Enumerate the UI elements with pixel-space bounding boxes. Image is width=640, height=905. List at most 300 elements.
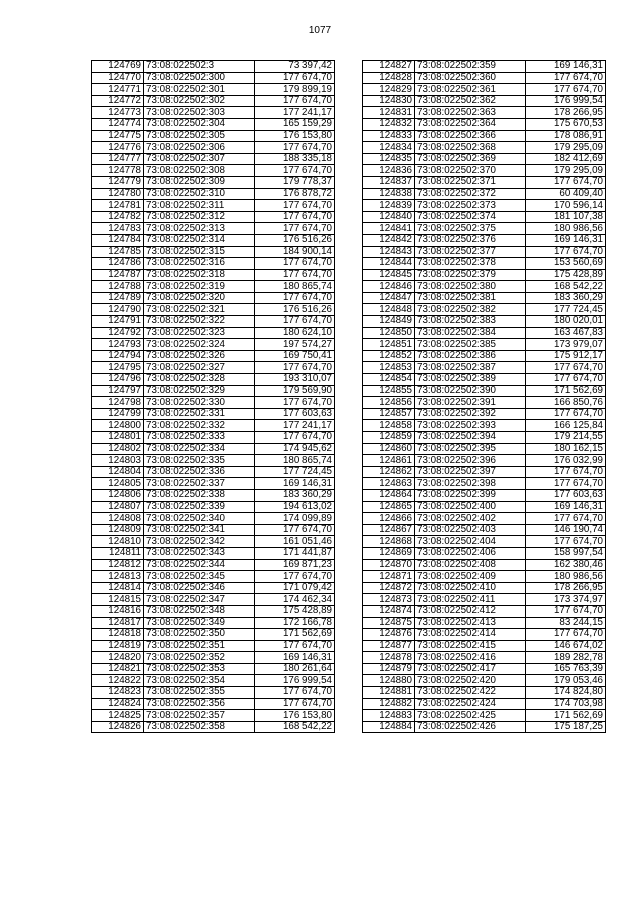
cadastral-number-cell: 73:08:022502:314	[144, 234, 255, 246]
table-row	[363, 281, 606, 293]
value-cell: 177 674,70	[255, 211, 335, 223]
row-id-cell: 124770	[92, 72, 144, 84]
row-id-cell: 124796	[92, 374, 144, 386]
cadastral-number-cell: 73:08:022502:355	[144, 687, 255, 699]
row-id-cell: 124849	[363, 316, 415, 328]
value-cell: 176 516,26	[255, 234, 335, 246]
value-cell: 153 560,69	[526, 258, 606, 270]
value-cell: 175 670,53	[526, 118, 606, 130]
cadastral-number-cell: 73:08:022502:326	[144, 350, 255, 362]
cadastral-number-cell: 73:08:022502:312	[144, 211, 255, 223]
row-id-cell: 124808	[92, 513, 144, 525]
value-cell: 165 159,29	[255, 118, 335, 130]
row-id-cell: 124841	[363, 223, 415, 235]
row-id-cell: 124870	[363, 559, 415, 571]
row-id-cell: 124781	[92, 200, 144, 212]
cadastral-number-cell: 73:08:022502:364	[415, 118, 526, 130]
table-row	[92, 118, 335, 130]
value-cell: 177 674,70	[255, 687, 335, 699]
table-row	[363, 84, 606, 96]
row-id-cell: 124879	[363, 663, 415, 675]
value-cell: 177 674,70	[255, 698, 335, 710]
cadastral-number-cell: 73:08:022502:330	[144, 397, 255, 409]
table-row	[363, 304, 606, 316]
cadastral-number-cell: 73:08:022502:395	[415, 443, 526, 455]
row-id-cell: 124882	[363, 698, 415, 710]
cadastral-number-cell: 73:08:022502:426	[415, 721, 526, 733]
cadastral-number-cell: 73:08:022502:376	[415, 234, 526, 246]
value-cell: 161 051,46	[255, 536, 335, 548]
value-cell: 180 261,64	[255, 663, 335, 675]
row-id-cell: 124805	[92, 478, 144, 490]
row-id-cell: 124794	[92, 350, 144, 362]
value-cell: 173 979,07	[526, 339, 606, 351]
value-cell: 177 674,70	[255, 258, 335, 270]
row-id-cell: 124824	[92, 698, 144, 710]
row-id-cell: 124869	[363, 547, 415, 559]
table-row	[363, 478, 606, 490]
value-cell: 169 146,31	[255, 478, 335, 490]
table-row	[363, 489, 606, 501]
value-cell: 174 703,98	[526, 698, 606, 710]
table-row	[92, 350, 335, 362]
row-id-cell: 124774	[92, 118, 144, 130]
table-row	[363, 571, 606, 583]
table-row	[363, 455, 606, 467]
cadastral-number-cell: 73:08:022502:398	[415, 478, 526, 490]
cadastral-number-cell: 73:08:022502:361	[415, 84, 526, 96]
cadastral-number-cell: 73:08:022502:345	[144, 571, 255, 583]
row-id-cell: 124867	[363, 524, 415, 536]
cadastral-number-cell: 73:08:022502:382	[415, 304, 526, 316]
row-id-cell: 124793	[92, 339, 144, 351]
table-row	[363, 316, 606, 328]
table-row	[363, 246, 606, 258]
table-row	[363, 582, 606, 594]
cadastral-number-cell: 73:08:022502:324	[144, 339, 255, 351]
row-id-cell: 124859	[363, 432, 415, 444]
value-cell: 177 674,70	[526, 466, 606, 478]
cadastral-number-cell: 73:08:022502:424	[415, 698, 526, 710]
value-cell: 166 850,76	[526, 397, 606, 409]
value-cell: 162 380,46	[526, 559, 606, 571]
value-cell: 181 107,38	[526, 211, 606, 223]
cadastral-number-cell: 73:08:022502:377	[415, 246, 526, 258]
row-id-cell: 124844	[363, 258, 415, 270]
row-id-cell: 124872	[363, 582, 415, 594]
row-id-cell: 124884	[363, 721, 415, 733]
value-cell: 180 624,10	[255, 327, 335, 339]
cadastral-number-cell: 73:08:022502:396	[415, 455, 526, 467]
value-cell: 174 462,34	[255, 594, 335, 606]
table-row	[363, 721, 606, 733]
value-cell: 177 674,70	[255, 524, 335, 536]
cadastral-number-cell: 73:08:022502:399	[415, 489, 526, 501]
row-id-cell: 124786	[92, 258, 144, 270]
row-id-cell: 124866	[363, 513, 415, 525]
value-cell: 171 562,69	[526, 385, 606, 397]
row-id-cell: 124812	[92, 559, 144, 571]
value-cell: 177 674,70	[255, 142, 335, 154]
table-row	[92, 710, 335, 722]
cadastral-number-cell: 73:08:022502:425	[415, 710, 526, 722]
row-id-cell: 124835	[363, 153, 415, 165]
value-cell: 177 674,70	[255, 72, 335, 84]
cadastral-number-cell: 73:08:022502:414	[415, 629, 526, 641]
value-cell: 188 335,18	[255, 153, 335, 165]
table-row	[92, 629, 335, 641]
value-cell: 146 674,02	[526, 640, 606, 652]
table-row	[363, 72, 606, 84]
cadastral-number-cell: 73:08:022502:303	[144, 107, 255, 119]
row-id-cell: 124847	[363, 292, 415, 304]
value-cell: 175 428,89	[255, 605, 335, 617]
row-id-cell: 124861	[363, 455, 415, 467]
value-cell: 179 569,90	[255, 385, 335, 397]
table-row	[92, 84, 335, 96]
table-row	[363, 153, 606, 165]
page-number: 1077	[308, 25, 332, 36]
value-cell: 177 674,70	[526, 408, 606, 420]
table-row	[363, 61, 606, 73]
value-cell: 184 900,14	[255, 246, 335, 258]
row-id-cell: 124798	[92, 397, 144, 409]
value-cell: 178 266,95	[526, 107, 606, 119]
cadastral-number-cell: 73:08:022502:342	[144, 536, 255, 548]
cadastral-number-cell: 73:08:022502:335	[144, 455, 255, 467]
value-cell: 175 187,25	[526, 721, 606, 733]
value-cell: 177 674,70	[526, 536, 606, 548]
cadastral-number-cell: 73:08:022502:384	[415, 327, 526, 339]
value-cell: 165 763,39	[526, 663, 606, 675]
row-id-cell: 124843	[363, 246, 415, 258]
table-row	[92, 72, 335, 84]
cadastral-number-cell: 73:08:022502:409	[415, 571, 526, 583]
table-row	[363, 339, 606, 351]
row-id-cell: 124817	[92, 617, 144, 629]
cadastral-number-cell: 73:08:022502:371	[415, 176, 526, 188]
value-cell: 166 125,84	[526, 420, 606, 432]
cadastral-number-cell: 73:08:022502:343	[144, 547, 255, 559]
row-id-cell: 124807	[92, 501, 144, 513]
table-row	[363, 640, 606, 652]
cadastral-number-cell: 73:08:022502:353	[144, 663, 255, 675]
value-cell: 177 674,70	[526, 246, 606, 258]
row-id-cell: 124785	[92, 246, 144, 258]
cadastral-number-cell: 73:08:022502:403	[415, 524, 526, 536]
cadastral-number-cell: 73:08:022502:354	[144, 675, 255, 687]
table-row	[363, 629, 606, 641]
row-id-cell: 124883	[363, 710, 415, 722]
table-row	[363, 501, 606, 513]
row-id-cell: 124848	[363, 304, 415, 316]
value-cell: 176 153,80	[255, 710, 335, 722]
value-cell: 183 360,29	[526, 292, 606, 304]
cadastral-number-cell: 73:08:022502:422	[415, 687, 526, 699]
value-cell: 83 244,15	[526, 617, 606, 629]
value-cell: 176 516,26	[255, 304, 335, 316]
cadastral-number-cell: 73:08:022502:356	[144, 698, 255, 710]
value-cell: 177 674,70	[255, 640, 335, 652]
row-id-cell: 124846	[363, 281, 415, 293]
table-row	[363, 234, 606, 246]
table-row	[92, 188, 335, 200]
row-id-cell: 124831	[363, 107, 415, 119]
table-row	[363, 652, 606, 664]
table-row	[92, 107, 335, 119]
table-row	[92, 408, 335, 420]
table-row	[92, 698, 335, 710]
cadastral-number-cell: 73:08:022502:347	[144, 594, 255, 606]
value-cell: 177 674,70	[255, 269, 335, 281]
row-id-cell: 124802	[92, 443, 144, 455]
value-cell: 177 674,70	[255, 432, 335, 444]
value-cell: 180 986,56	[526, 223, 606, 235]
row-id-cell: 124853	[363, 362, 415, 374]
row-id-cell: 124871	[363, 571, 415, 583]
cadastral-number-cell: 73:08:022502:358	[144, 721, 255, 733]
table-row	[363, 107, 606, 119]
value-cell: 178 266,95	[526, 582, 606, 594]
row-id-cell: 124769	[92, 61, 144, 73]
row-id-cell: 124826	[92, 721, 144, 733]
table-row	[92, 153, 335, 165]
row-id-cell: 124789	[92, 292, 144, 304]
value-cell: 158 997,54	[526, 547, 606, 559]
row-id-cell: 124811	[92, 547, 144, 559]
cadastral-number-cell: 73:08:022502:415	[415, 640, 526, 652]
row-id-cell: 124838	[363, 188, 415, 200]
row-id-cell: 124834	[363, 142, 415, 154]
row-id-cell: 124855	[363, 385, 415, 397]
table-row	[363, 536, 606, 548]
table-row	[363, 95, 606, 107]
cadastral-number-cell: 73:08:022502:416	[415, 652, 526, 664]
value-cell: 169 146,31	[255, 652, 335, 664]
value-cell: 194 613,02	[255, 501, 335, 513]
cadastral-number-cell: 73:08:022502:411	[415, 594, 526, 606]
value-cell: 177 674,70	[255, 397, 335, 409]
cadastral-number-cell: 73:08:022502:397	[415, 466, 526, 478]
table-row	[92, 176, 335, 188]
table-row	[92, 246, 335, 258]
row-id-cell: 124815	[92, 594, 144, 606]
table-row	[363, 258, 606, 270]
cadastral-number-cell: 73:08:022502:372	[415, 188, 526, 200]
cadastral-number-cell: 73:08:022502:339	[144, 501, 255, 513]
table-row	[92, 443, 335, 455]
value-cell: 177 674,70	[526, 84, 606, 96]
table-row	[92, 687, 335, 699]
table-row	[363, 675, 606, 687]
row-id-cell: 124778	[92, 165, 144, 177]
table-row	[363, 420, 606, 432]
value-cell: 60 409,40	[526, 188, 606, 200]
value-cell: 173 374,97	[526, 594, 606, 606]
value-cell: 171 562,69	[255, 629, 335, 641]
cadastral-number-cell: 73:08:022502:338	[144, 489, 255, 501]
cadastral-number-cell: 73:08:022502:348	[144, 605, 255, 617]
row-id-cell: 124795	[92, 362, 144, 374]
table-row	[92, 165, 335, 177]
table-row	[363, 211, 606, 223]
table-row	[92, 211, 335, 223]
cadastral-number-cell: 73:08:022502:305	[144, 130, 255, 142]
row-id-cell: 124823	[92, 687, 144, 699]
cadastral-number-cell: 73:08:022502:309	[144, 176, 255, 188]
cadastral-number-cell: 73:08:022502:308	[144, 165, 255, 177]
cadastral-number-cell: 73:08:022502:350	[144, 629, 255, 641]
value-cell: 178 086,91	[526, 130, 606, 142]
table-row	[92, 95, 335, 107]
row-id-cell: 124784	[92, 234, 144, 246]
table-row	[92, 269, 335, 281]
row-id-cell: 124856	[363, 397, 415, 409]
table-row	[92, 571, 335, 583]
table-row	[363, 385, 606, 397]
cadastral-number-cell: 73:08:022502:390	[415, 385, 526, 397]
cadastral-number-cell: 73:08:022502:379	[415, 269, 526, 281]
cadastral-number-cell: 73:08:022502:391	[415, 397, 526, 409]
table-row	[363, 176, 606, 188]
row-id-cell: 124775	[92, 130, 144, 142]
table-row	[92, 513, 335, 525]
cadastral-number-cell: 73:08:022502:413	[415, 617, 526, 629]
row-id-cell: 124772	[92, 95, 144, 107]
row-id-cell: 124818	[92, 629, 144, 641]
value-cell: 163 467,83	[526, 327, 606, 339]
cadastral-number-cell: 73:08:022502:357	[144, 710, 255, 722]
cadastral-number-cell: 73:08:022502:404	[415, 536, 526, 548]
table-row	[92, 675, 335, 687]
cadastral-number-cell: 73:08:022502:410	[415, 582, 526, 594]
table-row	[363, 223, 606, 235]
table-row	[363, 408, 606, 420]
table-row	[363, 547, 606, 559]
row-id-cell: 124880	[363, 675, 415, 687]
value-cell: 172 166,78	[255, 617, 335, 629]
value-cell: 168 542,22	[526, 281, 606, 293]
cadastral-number-cell: 73:08:022502:402	[415, 513, 526, 525]
cadastral-number-cell: 73:08:022502:381	[415, 292, 526, 304]
table-row	[92, 652, 335, 664]
table-row	[92, 130, 335, 142]
table-row	[363, 142, 606, 154]
cadastral-number-cell: 73:08:022502:307	[144, 153, 255, 165]
value-cell: 177 674,70	[526, 513, 606, 525]
table-row	[363, 269, 606, 281]
value-cell: 177 241,17	[255, 107, 335, 119]
table-row	[92, 582, 335, 594]
row-id-cell: 124822	[92, 675, 144, 687]
value-cell: 168 542,22	[255, 721, 335, 733]
value-cell: 177 603,63	[255, 408, 335, 420]
cadastral-number-cell: 73:08:022502:331	[144, 408, 255, 420]
table-row	[363, 292, 606, 304]
table-row	[92, 547, 335, 559]
row-id-cell: 124858	[363, 420, 415, 432]
table-row	[92, 617, 335, 629]
cadastral-number-cell: 73:08:022502:387	[415, 362, 526, 374]
cadastral-number-cell: 73:08:022502:406	[415, 547, 526, 559]
cadastral-number-cell: 73:08:022502:313	[144, 223, 255, 235]
table-row	[363, 362, 606, 374]
table-row	[363, 374, 606, 386]
table-row	[363, 687, 606, 699]
cadastral-number-cell: 73:08:022502:310	[144, 188, 255, 200]
table-row	[363, 605, 606, 617]
cadastral-number-cell: 73:08:022502:329	[144, 385, 255, 397]
value-cell: 183 360,29	[255, 489, 335, 501]
cadastral-number-cell: 73:08:022502:375	[415, 223, 526, 235]
table-row	[363, 513, 606, 525]
row-id-cell: 124836	[363, 165, 415, 177]
table-row	[92, 478, 335, 490]
table-row	[92, 501, 335, 513]
table-row	[92, 397, 335, 409]
value-cell: 179 899,19	[255, 84, 335, 96]
cadastral-number-cell: 73:08:022502:328	[144, 374, 255, 386]
row-id-cell: 124837	[363, 176, 415, 188]
table-row	[92, 374, 335, 386]
value-cell: 171 562,69	[526, 710, 606, 722]
row-id-cell: 124771	[92, 84, 144, 96]
table-right	[362, 60, 606, 733]
table-row	[92, 316, 335, 328]
row-id-cell: 124865	[363, 501, 415, 513]
value-cell: 73 397,42	[255, 61, 335, 73]
value-cell: 177 674,70	[255, 200, 335, 212]
cadastral-number-cell: 73:08:022502:408	[415, 559, 526, 571]
table-row	[92, 327, 335, 339]
table-row	[92, 466, 335, 478]
row-id-cell: 124851	[363, 339, 415, 351]
cadastral-number-cell: 73:08:022502:400	[415, 501, 526, 513]
value-cell: 177 674,70	[526, 374, 606, 386]
cadastral-number-cell: 73:08:022502:369	[415, 153, 526, 165]
row-id-cell: 124800	[92, 420, 144, 432]
row-id-cell: 124852	[363, 350, 415, 362]
cadastral-number-cell: 73:08:022502:351	[144, 640, 255, 652]
cadastral-number-cell: 73:08:022502:373	[415, 200, 526, 212]
table-row	[92, 721, 335, 733]
value-cell: 174 824,80	[526, 687, 606, 699]
cadastral-number-cell: 73:08:022502:323	[144, 327, 255, 339]
table-row	[92, 339, 335, 351]
value-cell: 177 674,70	[255, 362, 335, 374]
table-row	[363, 165, 606, 177]
value-cell: 169 146,31	[526, 234, 606, 246]
table-row	[92, 362, 335, 374]
row-id-cell: 124832	[363, 118, 415, 130]
row-id-cell: 124788	[92, 281, 144, 293]
cadastral-number-cell: 73:08:022502:340	[144, 513, 255, 525]
value-cell: 177 674,70	[526, 478, 606, 490]
value-cell: 177 674,70	[255, 571, 335, 583]
row-id-cell: 124840	[363, 211, 415, 223]
row-id-cell: 124806	[92, 489, 144, 501]
row-id-cell: 124854	[363, 374, 415, 386]
row-id-cell: 124813	[92, 571, 144, 583]
value-cell: 177 674,70	[255, 292, 335, 304]
value-cell: 171 079,42	[255, 582, 335, 594]
row-id-cell: 124878	[363, 652, 415, 664]
table-row	[92, 432, 335, 444]
value-cell: 169 871,23	[255, 559, 335, 571]
cadastral-number-cell: 73:08:022502:360	[415, 72, 526, 84]
table-row	[92, 559, 335, 571]
cadastral-number-cell: 73:08:022502:316	[144, 258, 255, 270]
